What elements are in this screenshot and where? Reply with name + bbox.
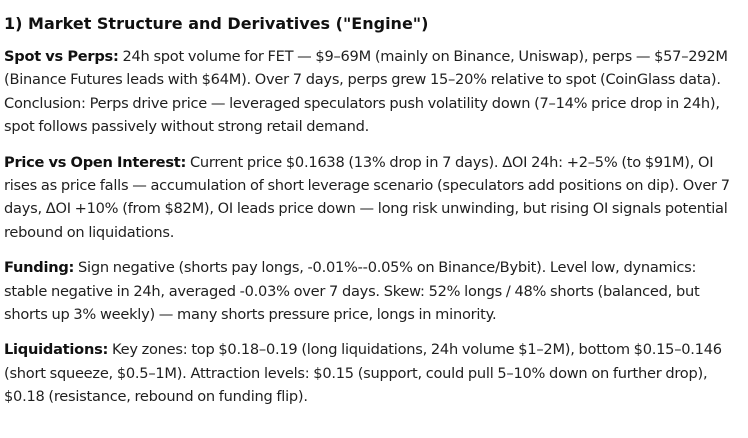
paragraph-spot-vs-perps	[4, 45, 742, 139]
paragraph-text: 24h spot volume for FET — $9–69M (mainly on Binance, Uniswap), perps — $57–292M (Binance Futures leads with $64M). Over 7 days, perps grew 15–20% relative to spot (CoinGlass data). Conclusion: Perps drive price — leveraged speculators push volatility down (7–14% price drop in 24h), spot follows passively without strong retail demand.	[4, 48, 728, 136]
paragraph-text: Current price $0.1638 (13% drop in 7 days). ΔOI 24h: +2–5% (to $91M), OI rises as price falls — accumulation of short leverage scenario (speculators add positions on dip). Over 7 days, ΔOI +10% (from $82M), OI leads price down — long risk unwinding, but rising OI signals potential rebound on liquidations.	[4, 153, 730, 241]
paragraph-label: Liquidations:	[4, 341, 109, 359]
section-heading: 1) Market Structure and Derivatives ("Engine")	[4, 14, 429, 33]
paragraph-price-vs-open-interest	[4, 151, 742, 245]
paragraph-label: Price vs Open Interest:	[4, 153, 187, 171]
paragraph-text: Sign negative (shorts pay longs, -0.01%--0.05% on Binance/Bybit). Level low, dynamics: stable negative in 24h, averaged -0.03% over 7 days. Skew: 52% longs / 48% shorts (balanced, but shorts up 3% weekly) — many shorts pressure price, longs in minority.	[4, 259, 700, 324]
paragraph-label: Funding:	[4, 259, 75, 277]
paragraph-funding	[4, 256, 742, 326]
paragraph-liquidations	[4, 338, 742, 408]
paragraph-label: Spot vs Perps:	[4, 48, 119, 65]
paragraph-text: Key zones: top $0.18–0.19 (long liquidations, 24h volume $1–2M), bottom $0.15–0.146 (short squeeze, $0.5–1M). Attraction levels: $0.15 (support, could pull 5–10% down on further drop), $0.18 (resistance, rebound on funding flip).	[4, 341, 722, 406]
